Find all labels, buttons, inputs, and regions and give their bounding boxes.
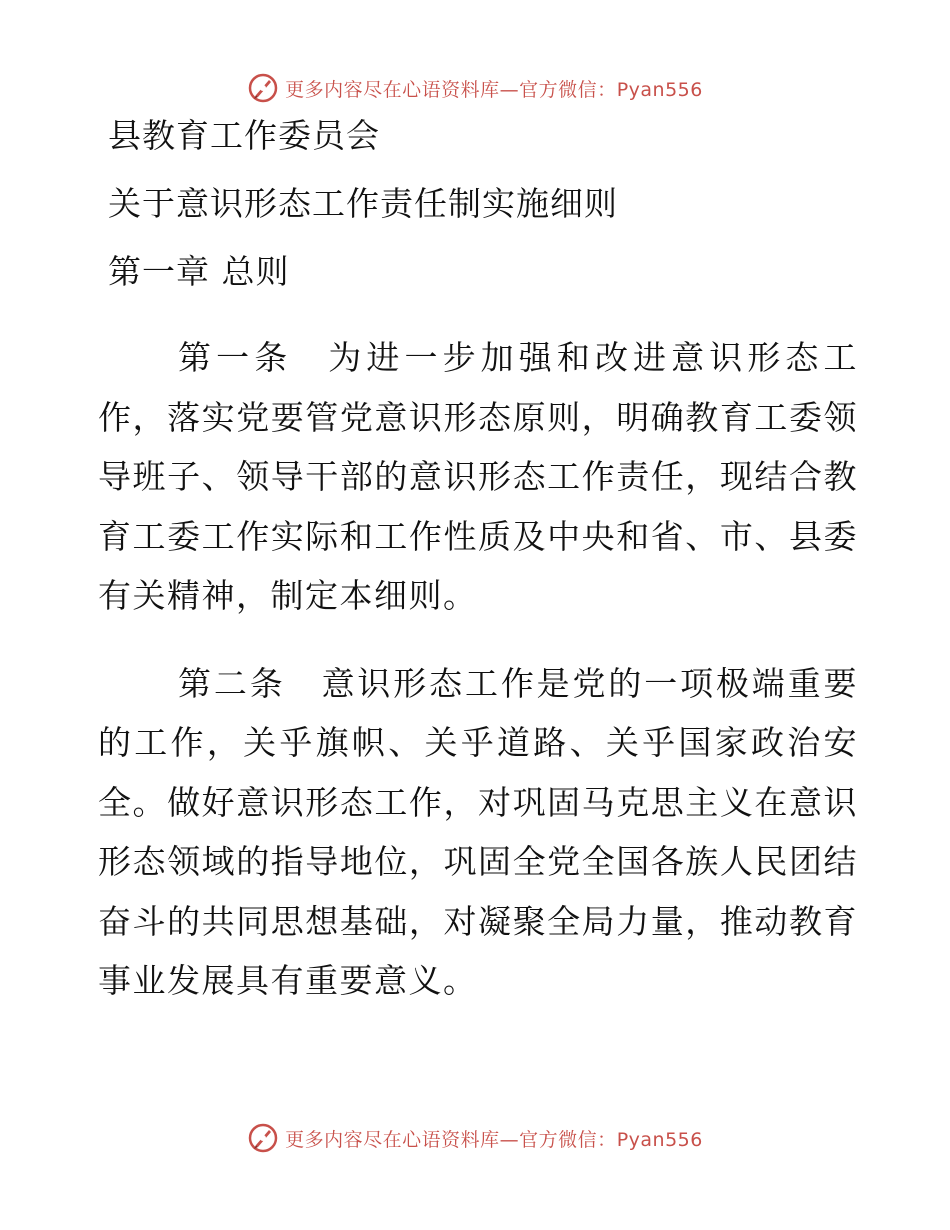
quill-pen-circle-icon bbox=[247, 72, 279, 104]
watermark-header bbox=[0, 72, 950, 104]
article-2 bbox=[98, 654, 858, 1011]
article-1-text: 为进一步加强和改进意识形态工作，落实党要管党意识形态原则，明确教育工委领导班子、领导干部的意识形态工作责任，现结合教育工委工作实际和工作性质及中央和省、市、县委有关精神，制定本细则。 bbox=[98, 338, 858, 615]
document-title: 关于意识形态工作责任制实施细则 bbox=[108, 184, 618, 223]
org-name: 县教育工作委员会 bbox=[108, 116, 380, 155]
quill-pen-circle-icon bbox=[247, 1122, 279, 1154]
watermark-footer bbox=[0, 1122, 950, 1154]
watermark-text: 更多内容尽在心语资料库—官方微信：Pyan556 bbox=[285, 78, 703, 101]
article-2-text: 意识形态工作是党的一项极端重要的工作，关乎旗帜、关乎道路、关乎国家政治安全。做好意识形态工作，对巩固马克思主义在意识形态领域的指导地位，巩固全党全国各族人民团结奋斗的共同思想基础，对凝聚全局力量，推动教育事业发展具有重要意义。 bbox=[98, 663, 859, 1000]
document-body bbox=[98, 118, 858, 1039]
watermark-text: 更多内容尽在心语资料库—官方微信：Pyan556 bbox=[285, 1128, 703, 1151]
article-1 bbox=[98, 328, 858, 626]
article-1-label: 第一条 bbox=[178, 338, 293, 377]
chapter-heading: 第一章 总则 bbox=[108, 252, 290, 291]
article-2-label: 第二条 bbox=[178, 663, 286, 703]
